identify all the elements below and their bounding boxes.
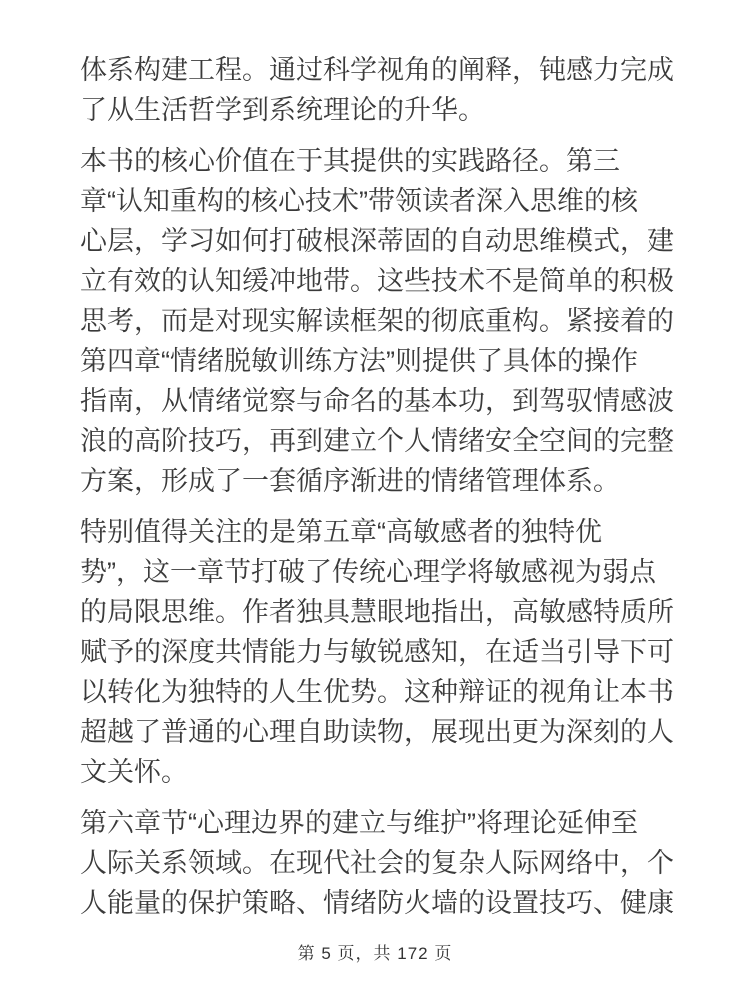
paragraph-3: [80, 512, 680, 792]
text-line: 思考，而是对现实解读框架的彻底重构。紧接着的: [80, 306, 674, 336]
text-line: 赋予的深度共情能力与敏锐感知，在适当引导下可: [80, 637, 674, 667]
text-line: 本书的核心价值在于其提供的实践路径。第三: [80, 146, 620, 176]
text-line: 立有效的认知缓冲地带。这些技术不是简单的积极: [80, 266, 674, 296]
text-line: 的局限思维。作者独具慧眼地指出，高敏感特质所: [80, 597, 674, 627]
text-line: 方案，形成了一套循序渐进的情绪管理体系。: [80, 466, 620, 496]
paragraph-1: [80, 50, 680, 130]
text-line: 指南，从情绪觉察与命名的基本功，到驾驭情感波: [80, 386, 674, 416]
text-line: 章“认知重构的核心技术”带领读者深入思维的核: [80, 186, 638, 216]
text-line: 人际关系领域。在现代社会的复杂人际网络中，个: [80, 848, 674, 878]
text-line: 以转化为独特的人生优势。这种辩证的视角让本书: [80, 677, 674, 707]
text-line: 第四章“情绪脱敏训练方法”则提供了具体的操作: [80, 346, 638, 376]
paragraph-4: [80, 803, 680, 923]
text-line: 文关怀。: [80, 757, 188, 787]
text-line: 势”，这一章节打破了传统心理学将敏感视为弱点: [80, 557, 656, 587]
text-line: 体系构建工程。通过科学视角的阐释，钝感力完成: [80, 55, 674, 85]
text-line: 超越了普通的心理自助读物，展现出更为深刻的人: [80, 717, 674, 747]
text-line: 人能量的保护策略、情绪防火墙的设置技巧、健康: [80, 888, 674, 918]
text-line: 特别值得关注的是第五章“高敏感者的独特优: [80, 517, 602, 547]
document-body: [80, 50, 680, 934]
paragraph-2: [80, 141, 680, 501]
text-line: 了从生活哲学到系统理论的升华。: [80, 95, 485, 125]
text-line: 第六章节“心理边界的建立与维护”将理论延伸至: [80, 808, 638, 838]
text-line: 浪的高阶技巧，再到建立个人情绪安全空间的完整: [80, 426, 674, 456]
text-line: 心层，学习如何打破根深蒂固的自动思维模式，建: [80, 226, 674, 256]
page-number-indicator: 第 5 页，共 172 页: [297, 944, 453, 963]
